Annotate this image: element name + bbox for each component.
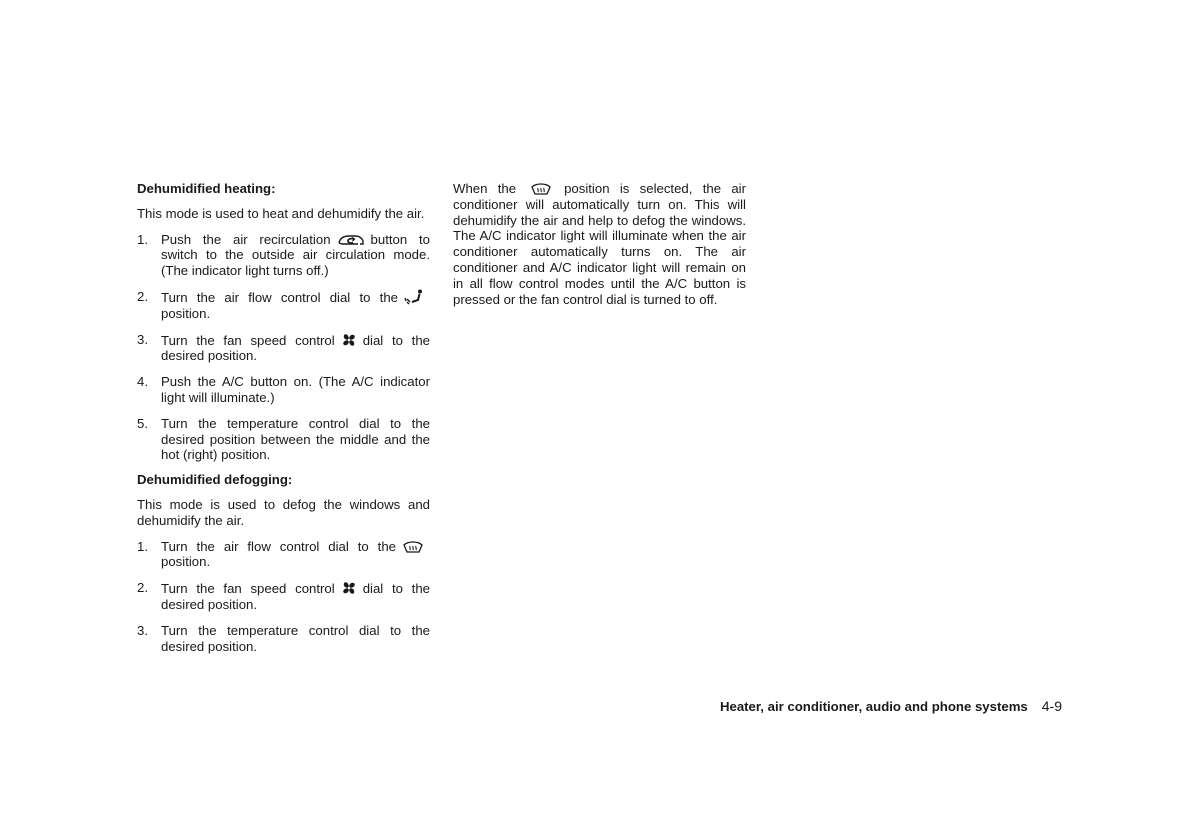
list-item: [137, 332, 430, 365]
footer-section-title: Heater, air conditioner, audio and phone systems: [719, 699, 1028, 714]
step-text: Turn the temperature control dial to the desired position between the middle and the hot (right) position.: [161, 415, 430, 463]
step-number: 3.: [137, 331, 148, 347]
list-item: [137, 539, 430, 571]
fan-icon: [341, 580, 357, 596]
list-item: [137, 374, 430, 406]
paragraph-text-after: position is selected, the air conditioner will automatically turn on. This will dehumidify the air and help to defog the windows. The A/C indicator light will illuminate when the air conditioner automatically turns on. The air conditioner and A/C indicator light will remain on in all flow control modes until the A/C button is pressed or the fan control dial is turned to off.: [453, 181, 746, 307]
list-item: [137, 623, 430, 655]
step-text: Turn the fan speed control: [161, 332, 335, 348]
page-number: 4-9: [1041, 698, 1062, 714]
left-column: [137, 181, 430, 664]
defrost-paragraph: [453, 181, 746, 307]
step-text: Push the A/C button on. (The A/C indicator light will illuminate.): [161, 374, 430, 405]
step-text: Turn the fan speed control: [161, 581, 335, 597]
page-footer: [600, 698, 1062, 715]
step-text-after: position.: [161, 305, 211, 321]
list-item: [137, 416, 430, 463]
list-item: [137, 232, 430, 279]
step-text: Turn the temperature control dial to the desired position.: [161, 622, 430, 654]
step-text-after: dial to the desired position.: [161, 581, 431, 612]
right-column: [453, 181, 746, 317]
paragraph-text: When the: [453, 181, 517, 196]
step-number: 1.: [137, 538, 148, 554]
list-item: [137, 289, 430, 322]
step-number: 4.: [137, 374, 148, 390]
fan-icon: [341, 332, 357, 348]
defogging-intro: This mode is used to defog the windows and dehumidify the air.: [137, 496, 430, 528]
heating-heading: Dehumidified heating:: [137, 181, 276, 196]
floor-airflow-icon: [404, 289, 424, 305]
step-text: Turn the air flow control dial to the: [161, 289, 398, 305]
step-number: 2.: [137, 288, 148, 304]
defrost-icon: [402, 540, 424, 554]
defogging-steps: [137, 539, 430, 655]
recirculation-icon: [337, 234, 365, 247]
step-text: Turn the air flow control dial to the: [161, 538, 396, 554]
list-item: [137, 580, 430, 613]
heating-steps: [137, 232, 430, 464]
step-number: 5.: [137, 415, 148, 431]
step-number: 2.: [137, 580, 148, 596]
step-text-after: dial to the desired position.: [161, 332, 431, 364]
defrost-icon: [530, 182, 552, 196]
heating-intro: This mode is used to heat and dehumidify the air.: [137, 205, 425, 221]
defogging-heading: Dehumidified defogging:: [137, 472, 293, 488]
step-number: 1.: [137, 231, 148, 247]
step-text-after: button to switch to the outside air circulation mode. (The indicator light turns off.): [161, 231, 431, 279]
step-text: Push the air recirculation: [161, 231, 331, 247]
step-number: 3.: [137, 622, 148, 638]
step-text-after: position.: [161, 554, 211, 570]
